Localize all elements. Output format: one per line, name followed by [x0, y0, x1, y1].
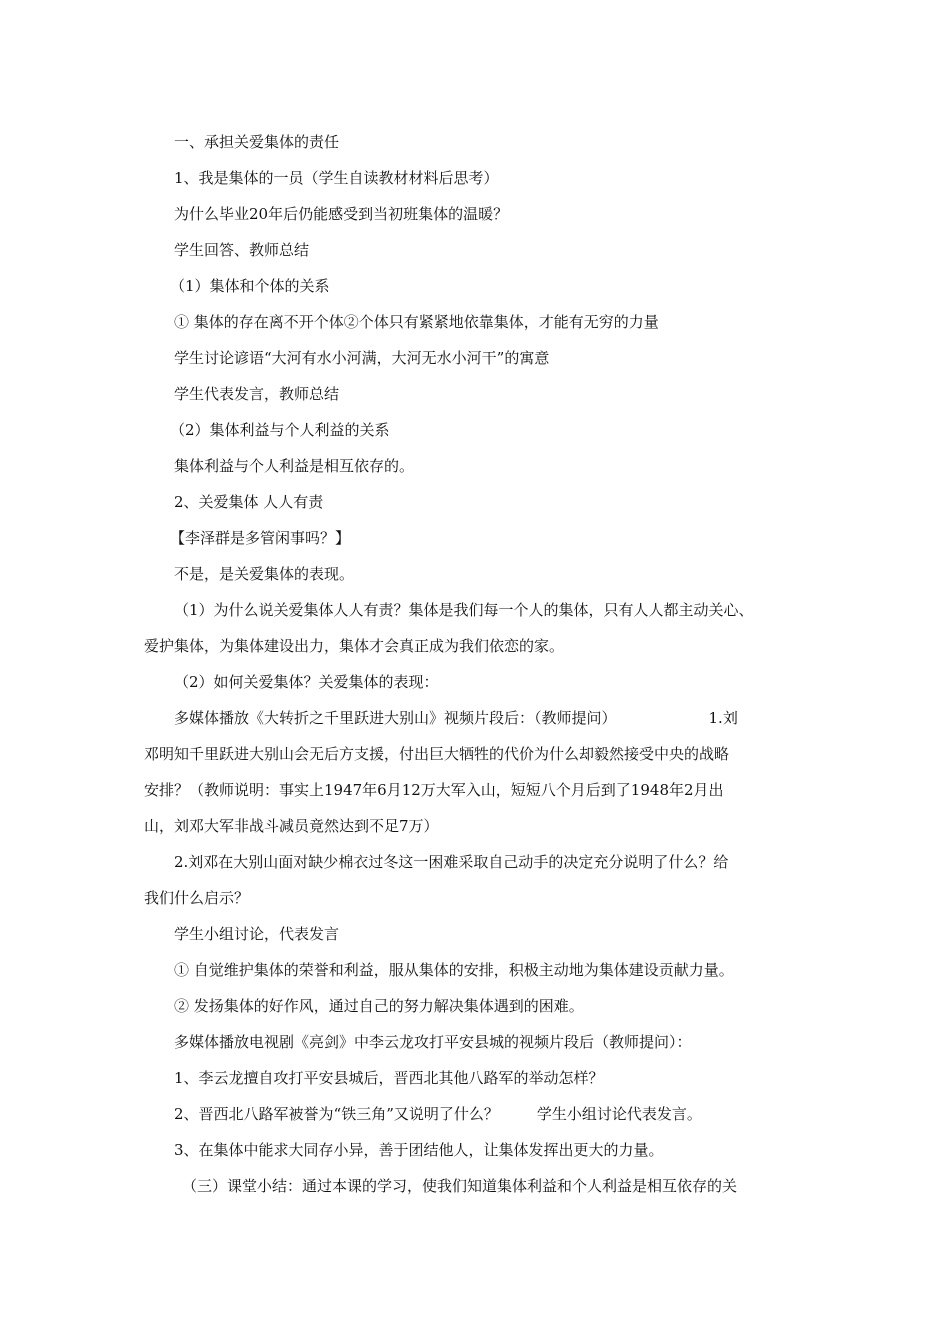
- text-line: [144, 808, 808, 844]
- line-text: 安排？（教师说明：事实上1947年6月12万大军入山，短短八个月后到了1948年2月出: [144, 781, 724, 799]
- text-line: [144, 448, 808, 484]
- line-text: ② 发扬集体的好作风，通过自己的努力解决集体遇到的困难。: [174, 997, 584, 1015]
- line-text: （2）集体利益与个人利益的关系: [170, 421, 390, 439]
- line-text: 2、晋西北八路军被誉为“铁三角”又说明了什么？: [174, 1105, 499, 1123]
- line-text: 多媒体播放《大转折之千里跃进大别山》视频片段后：（教师提问）: [174, 709, 617, 727]
- text-line: [144, 1168, 808, 1204]
- line-text: 山，刘邓大军非战斗减员竟然达到不足7万）: [144, 817, 439, 835]
- line-text: 我们什么启示？: [144, 889, 250, 907]
- text-line: [144, 700, 808, 736]
- text-line: [144, 304, 808, 340]
- text-line: [144, 484, 808, 520]
- text-line: [144, 1132, 808, 1168]
- text-line: [144, 1096, 808, 1132]
- text-line: [144, 664, 808, 700]
- text-line: [144, 628, 808, 664]
- line-text: 2、关爱集体 人人有责: [174, 493, 324, 511]
- line-text: （2）如何关爱集体？关爱集体的表现：: [174, 673, 439, 691]
- line-tail: 学生小组讨论代表发言。: [536, 1105, 702, 1123]
- text-line: [144, 1060, 808, 1096]
- line-text: 学生讨论谚语“大河有水小河满，大河无水小河干”的寓意: [174, 349, 550, 367]
- line-text: ① 集体的存在离不开个体②个体只有紧紧地依靠集体，才能有无穷的力量: [174, 313, 659, 331]
- line-text: 1、我是集体的一员（学生自读教材材料后思考）: [174, 169, 499, 187]
- line-text: ① 自觉维护集体的荣誉和利益，服从集体的安排，积极主动地为集体建设贡献力量。: [174, 961, 734, 979]
- line-text: 【李泽群是多管闲事吗？】: [170, 529, 351, 547]
- line-text: 不是，是关爱集体的表现。: [174, 565, 355, 583]
- text-line: [144, 160, 808, 196]
- text-line: [144, 844, 808, 880]
- line-text: （1）为什么说关爱集体人人有责？集体是我们每一个人的集体，只有人人都主动关心、: [174, 601, 754, 619]
- text-line: [144, 988, 808, 1024]
- text-line: [144, 268, 808, 304]
- text-line: [144, 196, 808, 232]
- text-line: [144, 952, 808, 988]
- text-line: [144, 736, 808, 772]
- document-body: [144, 124, 808, 1204]
- line-text: 一、承担关爱集体的责任: [174, 133, 340, 151]
- line-text: 集体利益与个人利益是相互依存的。: [174, 457, 415, 475]
- text-line: [144, 592, 808, 628]
- line-text: 爱护集体，为集体建设出力，集体才会真正成为我们依恋的家。: [144, 637, 565, 655]
- text-line: [144, 772, 808, 808]
- text-line: [144, 556, 808, 592]
- text-line: [144, 880, 808, 916]
- line-text: 邓明知千里跃进大别山会无后方支援，付出巨大牺牲的代价为什么却毅然接受中央的战略: [144, 745, 730, 763]
- line-text: （1）集体和个体的关系: [170, 277, 330, 295]
- text-line: [144, 520, 808, 556]
- line-text: 1、李云龙擅自攻打平安县城后，晋西北其他八路军的举动怎样？: [174, 1069, 604, 1087]
- text-line: [144, 340, 808, 376]
- line-text: 学生回答、教师总结: [174, 241, 310, 259]
- text-line: [144, 916, 808, 952]
- line-text: （三）课堂小结：通过本课的学习，使我们知道集体利益和个人利益是相互依存的关: [182, 1177, 738, 1195]
- line-tail: 1.刘: [708, 709, 738, 727]
- text-line: [144, 412, 808, 448]
- line-text: 学生代表发言，教师总结: [174, 385, 340, 403]
- line-text: 2.刘邓在大别山面对缺少棉衣过冬这一困难采取自己动手的决定充分说明了什么？给: [174, 853, 729, 871]
- text-line: [144, 1024, 808, 1060]
- line-text: 3、在集体中能求大同存小异，善于团结他人，让集体发挥出更大的力量。: [174, 1141, 664, 1159]
- heading-line: [144, 124, 808, 160]
- line-text: 为什么毕业20年后仍能感受到当初班集体的温暖？: [174, 205, 509, 223]
- text-line: [144, 232, 808, 268]
- line-text: 多媒体播放电视剧《亮剑》中李云龙攻打平安县城的视频片段后（教师提问）：: [174, 1033, 692, 1051]
- text-line: [144, 376, 808, 412]
- line-text: 学生小组讨论，代表发言: [174, 925, 340, 943]
